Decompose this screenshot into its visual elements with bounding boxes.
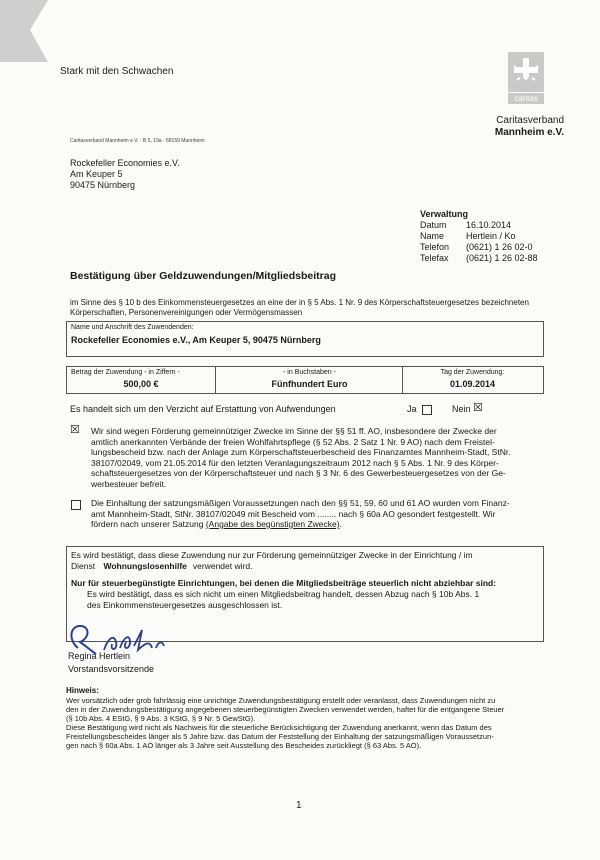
- option1-checkbox[interactable]: ☒: [70, 424, 80, 436]
- page-number: 1: [296, 800, 302, 811]
- waiver-no-checkbox[interactable]: ☒: [473, 402, 483, 414]
- org-name-line1: Caritasverband: [496, 115, 564, 126]
- signatory-role: Vorstandsvorsitzende: [68, 664, 155, 674]
- donor-value: Rockefeller Economies e.V., Am Keuper 5, 90475 Nürnberg: [71, 335, 321, 345]
- confirm-purpose: Wohnungslosenhilfe: [103, 560, 187, 571]
- donor-label: Name und Anschrift des Zuwendenden:: [71, 324, 194, 331]
- donor-box: [66, 321, 544, 357]
- department-label: Verwaltung: [420, 209, 469, 219]
- amount-words-label: - in Buchstaben -: [283, 369, 336, 376]
- recipient-city: 90475 Nürnberg: [70, 180, 136, 190]
- note-text: Es wird bestätigt, dass es sich nicht um einen Mitgliedsbeitrag handelt, dessen Abzug nach § 10b Abs. 1 des Einkommensteuergesetzes ausgeschlossen ist.: [87, 589, 480, 610]
- amount-date-label: Tag der Zuwendung:: [440, 369, 505, 376]
- waiver-yes-label: Ja: [407, 404, 417, 414]
- logo-text: caritas: [508, 93, 544, 104]
- meta-row-phone: Telefon (0621) 1 26 02-0: [420, 242, 533, 252]
- waiver-no-label: Nein: [452, 404, 471, 414]
- org-name-line2: Mannheim e.V.: [494, 127, 564, 138]
- intro-text: im Sinne des § 10 b des Einkommensteuergesetzes an eine der in § 5 Abs. 1 Nr. 9 des Körperschaftsteuergesetzes bezeichneten Körperschaften, Personenvereinigungen oder Vermögensmassen: [70, 298, 529, 317]
- waiver-question: Es handelt sich um den Verzicht auf Erstattung von Aufwendungen: [70, 404, 336, 414]
- recipient-address: [70, 158, 180, 191]
- meta-block: [420, 209, 538, 264]
- hint-text: Wer vorsätzlich oder grob fahrlässig eine unrichtige Zuwendungsbestätigung erstellt oder veranlasst, dass Zuwendungen nicht zu den in der Zuwendungsbestätigung angegebenen steuerbegünstigten Zwecken verwendet werden, haftet für die entgangene Steuer (§ 10b Abs. 4 EStG, § 9 Abs. 3 KStG, § 9 Nr. 5 GewStG). Diese Bestätigung wird nicht als Nachweis für die steuerliche Berücksichtigung der Zuwendung anerkannt, wenn das Datum des Freistellungsbescheides länger als 5 Jahre bzw. das Datum der Feststellung der Einhaltung der satzungsmäßigen Voraussetzun- gen nach § 60a Abs. 1 AO länger als 3 Jahre seit Ausstellung des Bescheides zurückliegt (§ 63 Abs. 5 AO).: [66, 696, 505, 750]
- recipient-street: Am Keuper 5: [70, 169, 123, 179]
- amount-box: [66, 366, 544, 394]
- caritas-logo: [508, 52, 544, 104]
- corner-graphic: [0, 0, 60, 70]
- sender-line: Caritasverband Mannheim e.V. · B 5, 19a · 68159 Mannheim: [70, 138, 205, 144]
- amount-digits-label: Betrag der Zuwendung - in Ziffern -: [71, 369, 180, 376]
- hint-title: Hinweis:: [66, 686, 99, 695]
- recipient-name: Rockefeller Economies e.V.: [70, 158, 180, 168]
- confirm-text: Es wird bestätigt, dass diese Zuwendung nur zur Förderung gemeinnütziger Zwecke in der Einrichtung / im Dienst Wohnungslosenhilfe verwendet wird.: [71, 550, 473, 571]
- document-title: Bestätigung über Geldzuwendungen/Mitgliedsbeitrag: [70, 270, 337, 282]
- meta-row-date: Datum 16.10.2014: [420, 220, 512, 230]
- option2-checkbox[interactable]: [71, 500, 81, 510]
- amount-date-value: 01.09.2014: [449, 379, 496, 389]
- signatory-name: Regina Hertlein: [68, 651, 131, 661]
- option2-text: Die Einhaltung der satzungsmäßigen Voraussetzungen nach den §§ 51, 59, 60 und 61 AO wurden vom Finanz- amt Mannheim-Stadt, StNr. 38107/02049 mit Bescheid vom ........ nach § 60a AO gesondert festgestellt. Wir fördern nach unserer Satzung (Angabe des begünstigten Zwecke).: [91, 498, 510, 529]
- option1-text: Wir sind wegen Förderung gemeinnütziger Zwecke im Sinne der §§ 51 ff. AO, insbesondere der Zwecke der amtlich anerkannten Verbände der freien Wohlfahrtspflege (§ 52 Abs. 2 Satz 1 Nr. 9 AO) nach dem Freistel- lungsbescheid bzw. nach der Anlage zum Körperschaftsteuerbescheid des Finanzamtes Mannheim-Stadt, StNr. 38107/02049, vom 21.05.2014 für den letzten Veranlagungszeitraum 2012 nach § 5 Abs. 1 Nr. 9 des Körper- schaftsteuergesetzes von der Körperschaftsteuer und nach § 3 Nr. 6 des Gewerbesteuergesetzes von der Ge- werbesteuer befreit.: [91, 426, 511, 489]
- meta-row-name: Name Hertlein / Ko: [420, 231, 516, 241]
- amount-digits-value: 500,00 €: [123, 379, 159, 389]
- waiver-yes-checkbox[interactable]: [422, 405, 432, 415]
- meta-row-fax: Telefax (0621) 1 26 02-88: [420, 253, 538, 263]
- option2-underlined: (Angabe des begünstigten Zwecke): [205, 519, 340, 529]
- slogan: Stark mit den Schwachen: [60, 66, 174, 77]
- note-heading: Nur für steuerbegünstigte Einrichtungen, bei denen die Mitgliedsbeiträge steuerlich nicht abziehbar sind:: [71, 578, 497, 588]
- amount-words-value: Fünfhundert Euro: [271, 379, 348, 389]
